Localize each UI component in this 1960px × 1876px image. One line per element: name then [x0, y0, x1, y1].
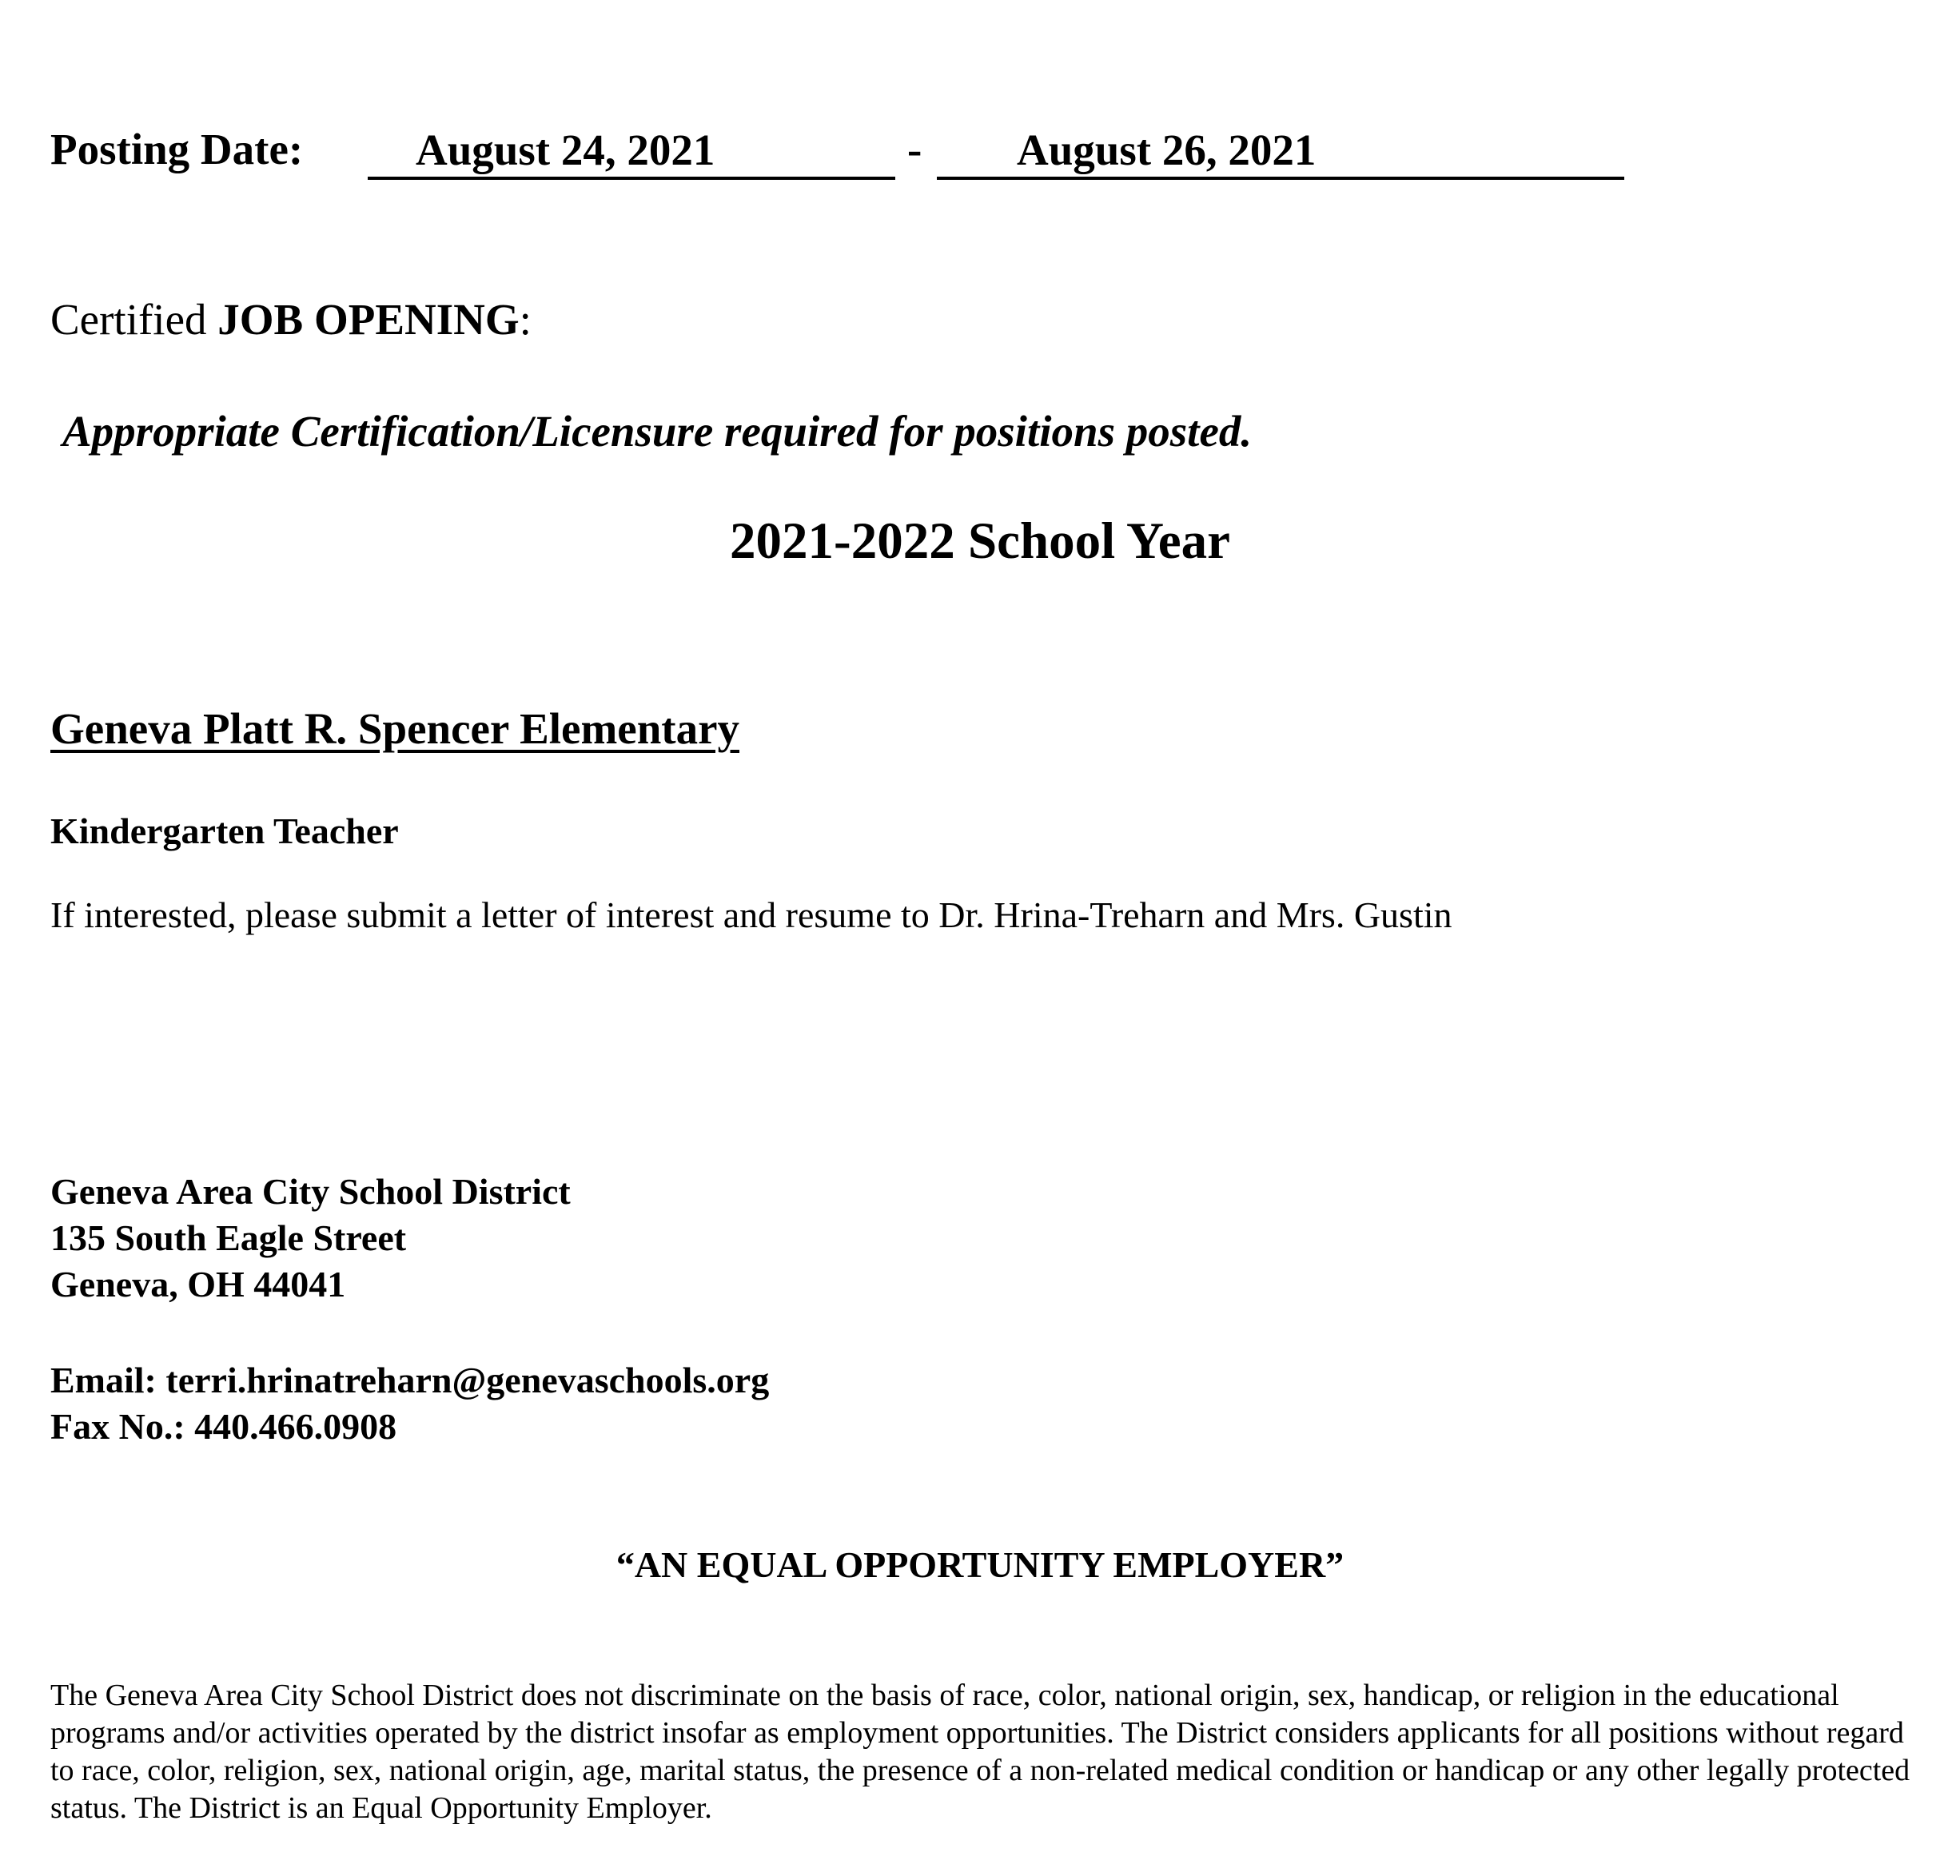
district-fax: Fax No.: 440.466.0908	[50, 1406, 397, 1447]
posting-start-date	[368, 124, 895, 180]
posting-start-date-text: August 24, 2021	[416, 125, 715, 174]
district-email: Email: terri.hrinatreharn@genevaschools.org	[50, 1360, 770, 1400]
posting-end-date-text: August 26, 2021	[1017, 125, 1317, 174]
non-discrimination-disclaimer: The Geneva Area City School District does not discriminate on the basis of race, color, national origin, sex, handicap, or religion in the educational programs and/or activities operated by the district insofar as employment opportunities. The District considers applicants for all positions without regard to race, color, religion, sex, national origin, age, marital status, the presence of a non-related medical condition or handicap or any other legally protected status. The District is an Equal Opportunity Employer.	[50, 1679, 1910, 1825]
job-opening-heading	[50, 294, 532, 345]
school-name: Geneva Platt R. Spencer Elementary	[50, 704, 740, 753]
job-opening-suffix: :	[519, 295, 532, 344]
application-instructions: If interested, please submit a letter of interest and resume to Dr. Hrina-Treharn and Mrs. Gustin	[50, 894, 1452, 935]
district-street: 135 South Eagle Street	[50, 1217, 407, 1258]
district-city: Geneva, OH 44041	[50, 1264, 346, 1304]
equal-opportunity-heading: “AN EQUAL OPPORTUNITY EMPLOYER”	[615, 1544, 1345, 1585]
certification-note: Appropriate Certification/Licensure required for positions posted.	[62, 407, 1253, 456]
district-contact	[50, 1357, 769, 1450]
district-address	[50, 1169, 571, 1308]
district-name: Geneva Area City School District	[50, 1171, 571, 1212]
posting-date-separator: -	[907, 125, 922, 173]
posting-end-date	[937, 124, 1624, 180]
job-opening-prefix: Certified	[50, 295, 218, 344]
position-title: Kindergarten Teacher	[50, 811, 399, 851]
school-year-heading: 2021-2022 School Year	[730, 512, 1230, 570]
job-opening-title: JOB OPENING	[217, 295, 520, 344]
posting-date-label: Posting Date:	[50, 125, 304, 173]
